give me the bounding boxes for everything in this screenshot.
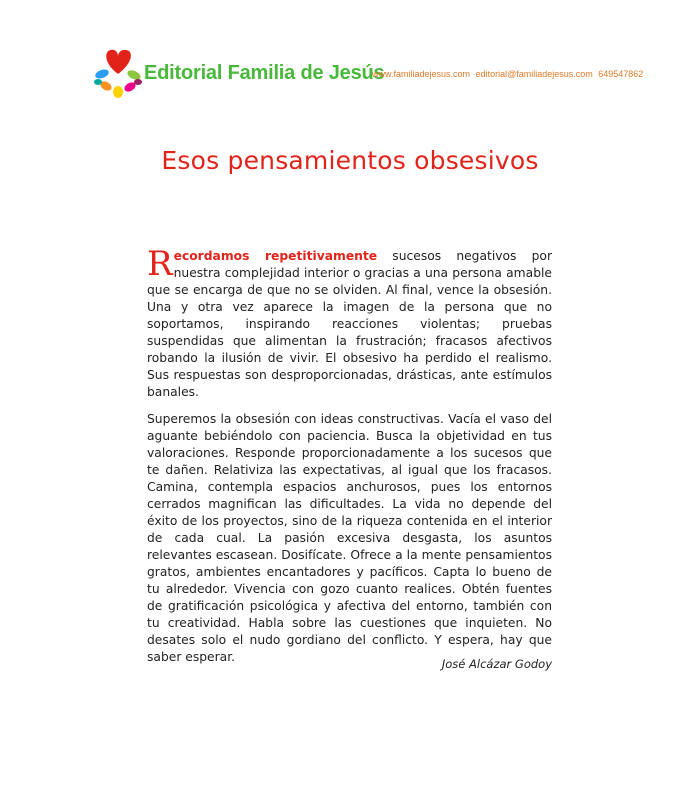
lead-highlight: ecordamos repetitivamente	[173, 249, 378, 263]
paragraph-2: Superemos la obsesión con ideas constructivas. Vacía el vaso del aguante bebiéndolo con paciencia. Busca la objetividad en tus valoraciones. Responde proporcionadamente a los sucesos que te dañen. Relativiza las expectativas, al igual que los fracasos. Camina, contempla espacios anchurosos, pues los entornos cerrados magnifican las dificultades. La vida no depende del éxito de los proyectos, sino de la riqueza contenida en el interior de cada cual. La pasión excesiva desgasta, los asuntos relevantes escasean. Dosifícate. Ofrece a la mente pensamientos gratos, ambientes encantadores y pacíficos. Capta lo bueno de tu alrededor. Vivencia con gozo cuanto realices. Obtén fuentes de gratificación psicológica y afectiva del entorno, también con tu creatividad. Habla sobre las cuestiones que inquieten. No desates solo el nudo gordiano del conflicto. Y espera, hay que saber esperar.	[147, 412, 552, 664]
page-title: Esos pensamientos obsesivos	[161, 146, 539, 175]
paragraph-1	[147, 244, 552, 401]
phone-number: 649547862	[598, 69, 644, 79]
heart-hands-logo	[92, 44, 144, 100]
drop-cap: R	[147, 244, 173, 284]
article-body	[147, 244, 552, 676]
author-signature: José Alcázar Godoy	[441, 657, 552, 671]
page-header	[92, 44, 672, 100]
email-link[interactable]: editorial@familiadejesus.com	[475, 69, 593, 79]
paragraph-1-text: sucesos negativos por nuestra complejidad interior o gracias a una persona amable que se encarga de que no se olviden. Al final, vence la obsesión. Una y otra vez aparece la imagen de la persona que no soportamos, inspirando reacciones violentas; pruebas suspendidas que alimentan la frustración; fracasos afectivos robando la ilusión de vivir. El obsesivo ha perdido el realismo. Sus respuestas son desproporcionadas, drásticas, ante estímulos banales.	[147, 249, 552, 399]
brand-name: Editorial Familia de Jesús	[144, 62, 385, 84]
website-link[interactable]: www.familiadejesus.com	[372, 69, 471, 79]
contact-info	[372, 69, 646, 79]
